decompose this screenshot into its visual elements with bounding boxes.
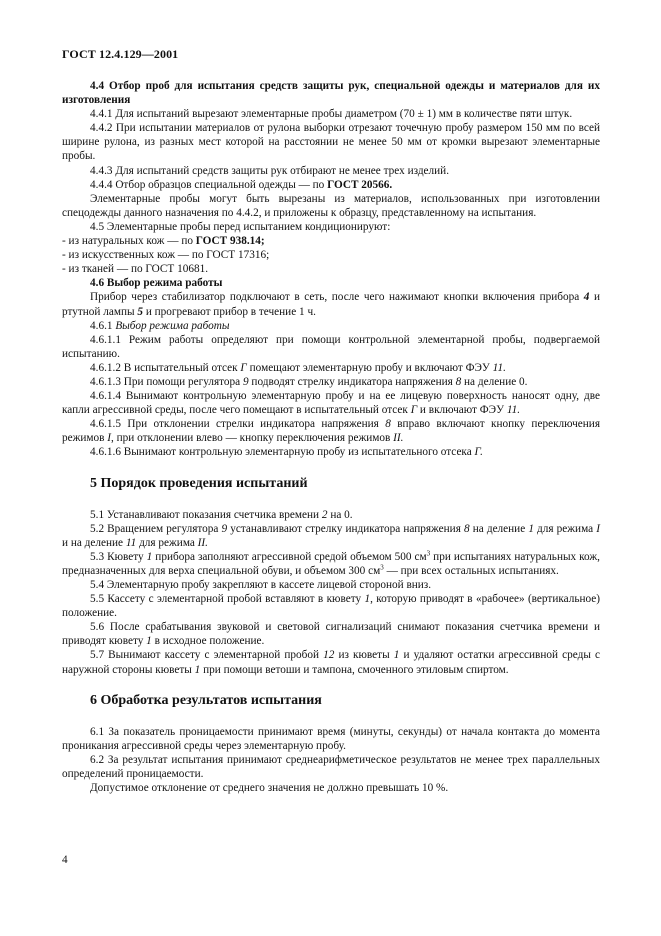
paragraph-4-4-1: 4.4.1 Для испытаний вырезают элементарные пробы диаметром (70 ± 1) мм в количестве пяти штук. (90, 108, 573, 121)
text-run: для режима (136, 536, 198, 549)
text-run: 5.3 Кювету (90, 550, 147, 563)
list-item-artificial-leather: - из искусственных кож — по ГОСТ 17316; (62, 249, 270, 262)
ref-number: 4 (583, 291, 590, 304)
spacer (62, 677, 600, 693)
text-run: — при всех остальных испытаниях. (383, 564, 559, 577)
paragraph-4-6-1-3 (62, 375, 600, 389)
text-run: и включают ФЭУ (417, 404, 507, 417)
ref-number: 1 (393, 649, 400, 662)
paragraph-4-6-1-1: 4.6.1.1 Режим работы определяют при помощи контрольной элементарной пробы, подвергаемой испытанию. (62, 333, 600, 360)
italic-title: Выбор режима работы (115, 319, 230, 332)
paragraph-5-7 (62, 648, 600, 676)
ref-roman: I (596, 522, 600, 535)
text-run: помещают элементарную пробу и включают ФЭУ (246, 361, 493, 374)
ref-number: 5 (137, 305, 144, 318)
text-run: подводят стрелку индикатора напряжения (248, 375, 456, 388)
paragraph-5-1 (62, 508, 600, 522)
paragraph-4-5: 4.5 Элементарные пробы перед испытанием кондиционируют: (90, 220, 391, 233)
ref-number: 9 (242, 375, 249, 388)
standard-reference: ГОСТ 20566. (327, 178, 393, 191)
subsection-heading-4-6: 4.6 Выбор режима работы (90, 277, 223, 290)
paragraph-samples-note: Элементарные пробы могут быть вырезаны из материалов, использованных при изготовлении спецодежды данного назначения по 4.4.2, и приложены к образцу, представленному на испытания. (62, 192, 600, 219)
paragraph-4-6-1-6 (62, 445, 600, 459)
ref-number: 11. (492, 361, 506, 374)
text-run: 4.6.1.5 При отклонении стрелки индикатора напряжения (90, 418, 386, 431)
paragraph-4-6-1-2 (62, 361, 600, 375)
paragraph-4-6-1-4 (62, 389, 600, 417)
ref-number: 9 (221, 522, 228, 535)
ref-number: 8 (463, 522, 470, 535)
paragraph-5-5 (62, 592, 600, 620)
ref-letter: Г. (474, 446, 483, 459)
text-run: - из натуральных кож — по (62, 235, 196, 248)
text-run: устанавливают стрелку индикатора напряжения (227, 522, 464, 535)
text-run: 4.6.1.6 Вынимают контрольную элементарную пробу из испытательного отсека (90, 446, 475, 459)
text-run: на деление 0. (461, 375, 528, 388)
paragraph-tolerance: Допустимое отклонение от среднего значения не должно превышать 10 %. (90, 782, 449, 795)
text-run: на 0. (327, 508, 353, 521)
ref-number: 1 (528, 522, 534, 535)
ref-letter: Г (410, 404, 418, 417)
text-run: для режима (533, 522, 597, 535)
ref-number: 8 (385, 418, 391, 431)
text-run: при испытаниях натуральных кож, предназначенных для верха специальной обуви, и объемом 300 см (62, 550, 600, 577)
paragraph-4-4-4 (62, 178, 600, 192)
ref-number: 1 (146, 550, 153, 563)
text-run: и ртутной лампы (62, 291, 600, 318)
text-run: 5.7 Вынимают кассету с элементарной пробой (90, 649, 324, 662)
paragraph-4-6-1-5 (62, 417, 600, 445)
text-run: , при отклонении влево — кнопку переключения режимов (111, 432, 394, 445)
running-header: ГОСТ 12.4.129—2001 (62, 47, 179, 61)
text-run: вправо включают кнопку переключения режимов (62, 418, 600, 445)
text-run: 5.1 Устанавливают показания счетчика времени (90, 508, 322, 521)
text-run: при помощи ветоши и тампона, смоченного этиловым спиртом. (200, 663, 509, 676)
ref-roman: II. (197, 536, 208, 549)
paragraph-5-6 (62, 620, 600, 648)
text-run: в исходное положение. (151, 635, 265, 648)
text-run: прибора заполняют агрессивной средой объемом 500 см (152, 550, 427, 563)
paragraph-4-4-3: 4.4.3 Для испытаний средств защиты рук отбирают не менее трех изделий. (90, 164, 450, 177)
text-run: 5.5 Кассету с элементарной пробой вставляют в кювету (90, 593, 365, 606)
document-body (62, 79, 600, 795)
paragraph-4-6-intro (62, 290, 600, 318)
spacer (62, 709, 600, 725)
ref-number: 1 (364, 593, 371, 606)
ref-number: 12 (323, 649, 335, 662)
ref-number: 11. (506, 404, 521, 417)
section-heading-6: 6 Обработка результатов испытания (90, 692, 322, 708)
list-item-natural-leather (62, 234, 600, 248)
text-run: 5.6 После срабатывания звуковой и световой сигнализаций снимают показания счетчика времени и приводят кювету (62, 621, 600, 648)
section-heading-5: 5 Порядок проведения испытаний (90, 475, 308, 491)
text-run: 4.6.1.2 В испытательный отсек (90, 361, 241, 374)
paragraph-4-6-1 (62, 319, 600, 333)
paragraph-5-2 (62, 522, 600, 550)
superscript: 3 (426, 549, 431, 558)
text-run: Прибор через стабилизатор подключают в сеть, после чего нажимают кнопки включения прибора (90, 291, 584, 304)
text-run: , которую приводят в «рабочее» (вертикальное) положение. (62, 593, 600, 620)
spacer (62, 460, 600, 476)
ref-roman: II. (393, 432, 404, 445)
standard-reference: ГОСТ 938.14; (195, 235, 265, 248)
text-run: и на деление (62, 536, 126, 549)
text-run: 4.6.1.3 При помощи регулятора (90, 375, 243, 388)
text-run: и прогревают прибор в течение 1 ч. (143, 305, 316, 318)
page-number: 4 (62, 854, 68, 866)
ref-roman: I (107, 432, 112, 445)
list-item-fabrics: - из тканей — по ГОСТ 10681. (62, 263, 209, 276)
paragraph-5-3 (62, 550, 600, 578)
ref-number: 11 (125, 536, 137, 549)
ref-number: 1 (146, 635, 152, 648)
text-run: 4.6.1.4 Вынимают контрольную элементарную пробу и на ее лицевую поверхность наносят одну, две капли агрессивной среды, после чего помещают в испытательный отсек (62, 390, 600, 417)
paragraph-4-4-2: 4.4.2 При испытании материалов от рулона выборки отрезают точечную пробу размером 150 мм по всей ширине рулона, из разных мест которой на расстоянии не менее 50 мм от кромки вырезают элементарные пробы. (62, 122, 600, 163)
ref-number: 1 (194, 663, 201, 676)
spacer (62, 492, 600, 508)
ref-number: 2 (321, 508, 328, 521)
text-run: 5.2 Вращением регулятора (90, 522, 222, 535)
paragraph-6-2: 6.2 За результат испытания принимают среднеарифметическое результатов не менее трех параллельных определений проницаемости. (62, 753, 600, 780)
paragraph-5-4: 5.4 Элементарную пробу закрепляют в кассете лицевой стороной вниз. (90, 579, 432, 591)
ref-letter: Г (240, 361, 247, 374)
ref-number: 8 (455, 375, 462, 388)
text-run: и удаляют остатки агрессивной среды с наружной стороны кюветы (62, 649, 600, 676)
superscript: 3 (380, 563, 384, 572)
paragraph-6-1: 6.1 За показатель проницаемости принимают время (минуты, секунды) от начала контакта до момента проникания агрессивной среды через элементарную пробу. (62, 725, 600, 752)
text-run: 4.4.4 Отбор образцов специальной одежды — по (90, 178, 328, 191)
text-run: на деление (469, 522, 529, 535)
text-run: из кюветы (334, 649, 394, 662)
subsection-heading-4-4: 4.4 Отбор проб для испытания средств защиты рук, специальной одежды и материалов для их изготовления (62, 80, 600, 107)
text-run: 4.6.1 (90, 319, 116, 332)
